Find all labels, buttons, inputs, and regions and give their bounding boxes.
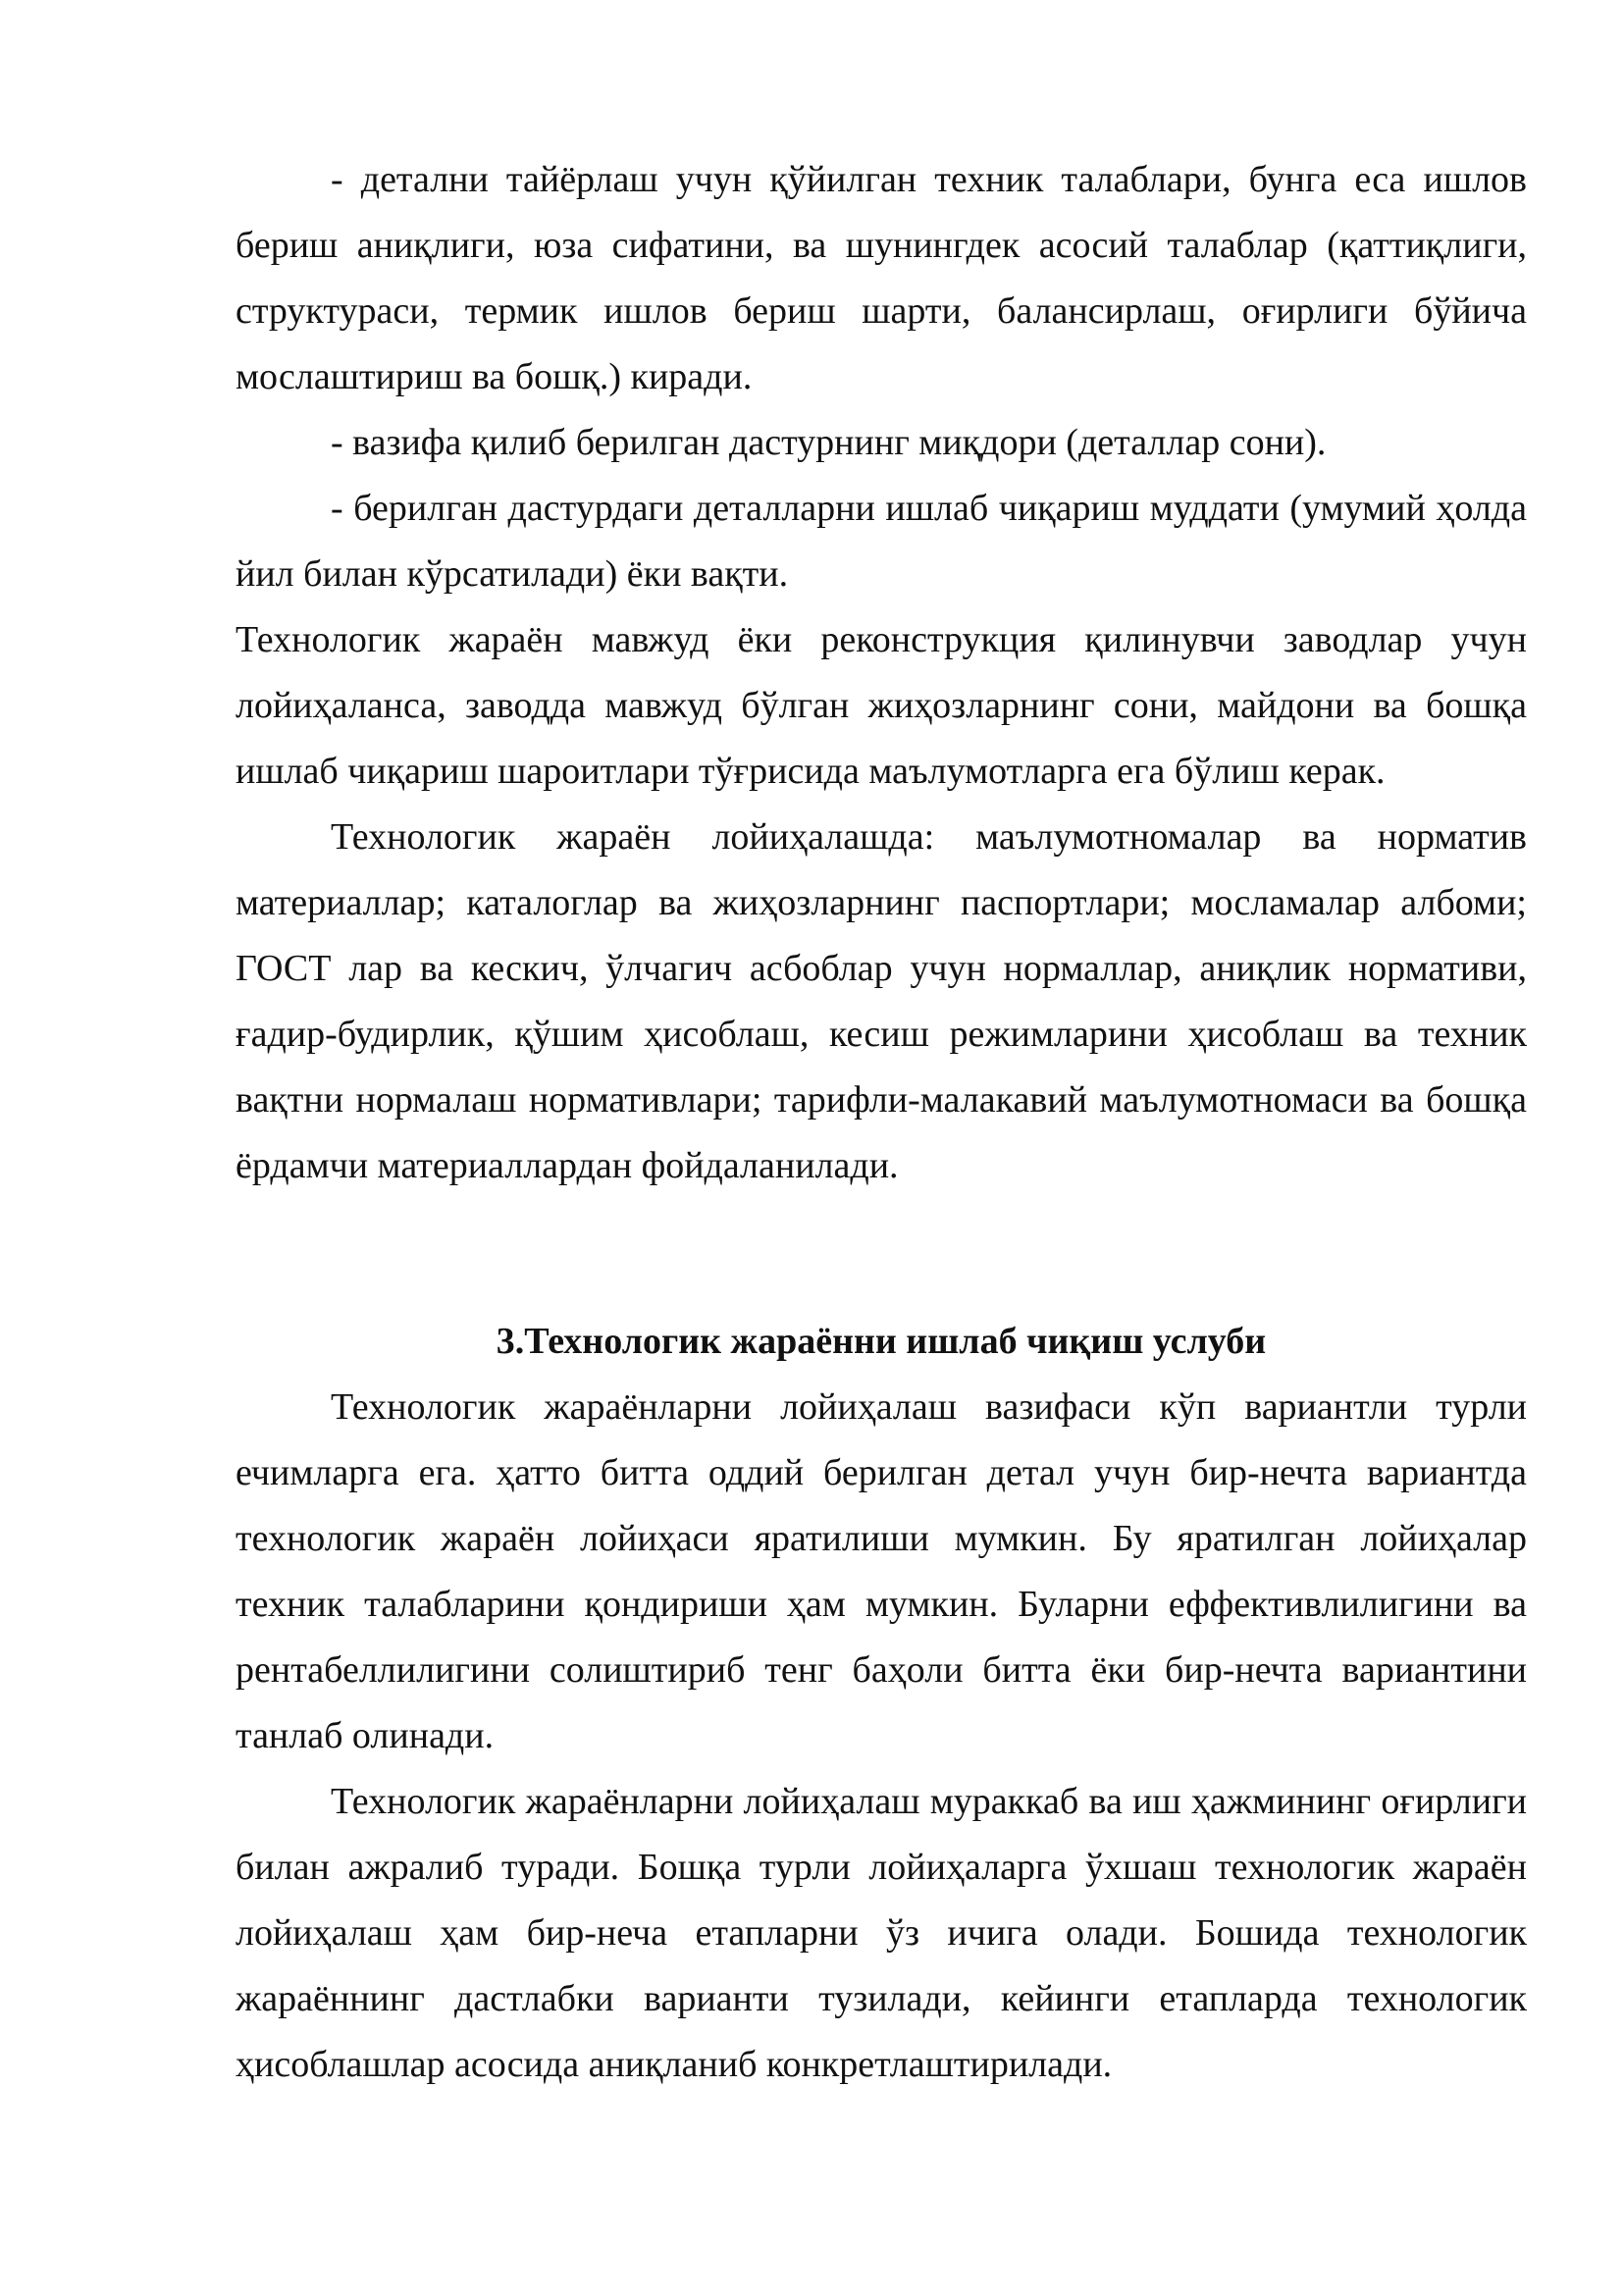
- paragraph-design-stages: Технологик жараёнларни лойиҳалаш мураккаб ва иш ҳажмининг оғирлиги билан ажралиб туради. Бошқа турли лойиҳаларга ўхшаш технологик жараён лойиҳалаш ҳам бир-неча етапларни ўз ичига олади. Бошида технологик жараённинг дастлабки варианти тузилади, кейинги етапларда технологик ҳисоблашлар асосида аниқланиб конкретлаштирилади.: [236, 1781, 1527, 2085]
- section-heading: 3.Технологик жараённи ишлаб чиқиш услуби: [496, 1321, 1267, 1362]
- paragraph-production-period: - берилган дастурдаги деталларни ишлаб чиқариш муддати (умумий ҳолда йил билан кўрсатилади) ёки вақти.: [236, 488, 1527, 595]
- paragraph-existing-plants: Технологик жараён мавжуд ёки реконструкция қилинувчи заводлар учун лойиҳаланса, заводда мавжуд бўлган жиҳозларнинг сони, майдони ва бошқа ишлаб чиқариш шароитлари тўғрисида маълумотларга ега бўлиш керак.: [236, 619, 1527, 792]
- paragraph-technical-requirements: - детални тайёрлаш учун қўйилган техник талаблари, бунга еса ишлов бериш аниқлиги, юза сифатини, ва шунингдек асосий талаблар (қаттиқлиги, структураси, термик ишлов бериш шарти, балансирлаш, оғирлиги бўйича мослаштириш ва бошқ.) киради.: [236, 159, 1527, 397]
- document-page: [236, 147, 1527, 2098]
- paragraph-program-quantity: - вазифа қилиб берилган дастурнинг миқдори (деталлар сони).: [331, 422, 1327, 463]
- section-spacer: [236, 1199, 1527, 1309]
- paragraph-design-variants: Технологик жараёнларни лойиҳалаш вазифаси кўп вариантли турли ечимларга ега. ҳатто битта оддий берилган детал учун бир-нечта вариантда технологик жараён лойиҳаси яратилиши мумкин. Бу яратилган лойиҳалар техник талабларини қондириши ҳам мумкин. Буларни еффективлилигини ва рентабеллилигини солиштириб тенг баҳоли битта ёки бир-нечта вариантини танлаб олинади.: [236, 1386, 1527, 1756]
- paragraph-reference-materials: Технологик жараён лойиҳалашда: маълумотномалар ва норматив материаллар; каталоглар ва жиҳозларнинг паспортлари; мосламалар албоми; ГОСТ лар ва кескич, ўлчагич асбоблар учун нормаллар, аниқлик нормативи, ғадир-будирлик, қўшим ҳисоблаш, кесиш режимларини ҳисоблаш ва техник вақтни нормалаш нормативлари; тарифли-малакавий маълумотномаси ва бошқа ёрдамчи материаллардан фойдаланилади.: [236, 816, 1527, 1186]
